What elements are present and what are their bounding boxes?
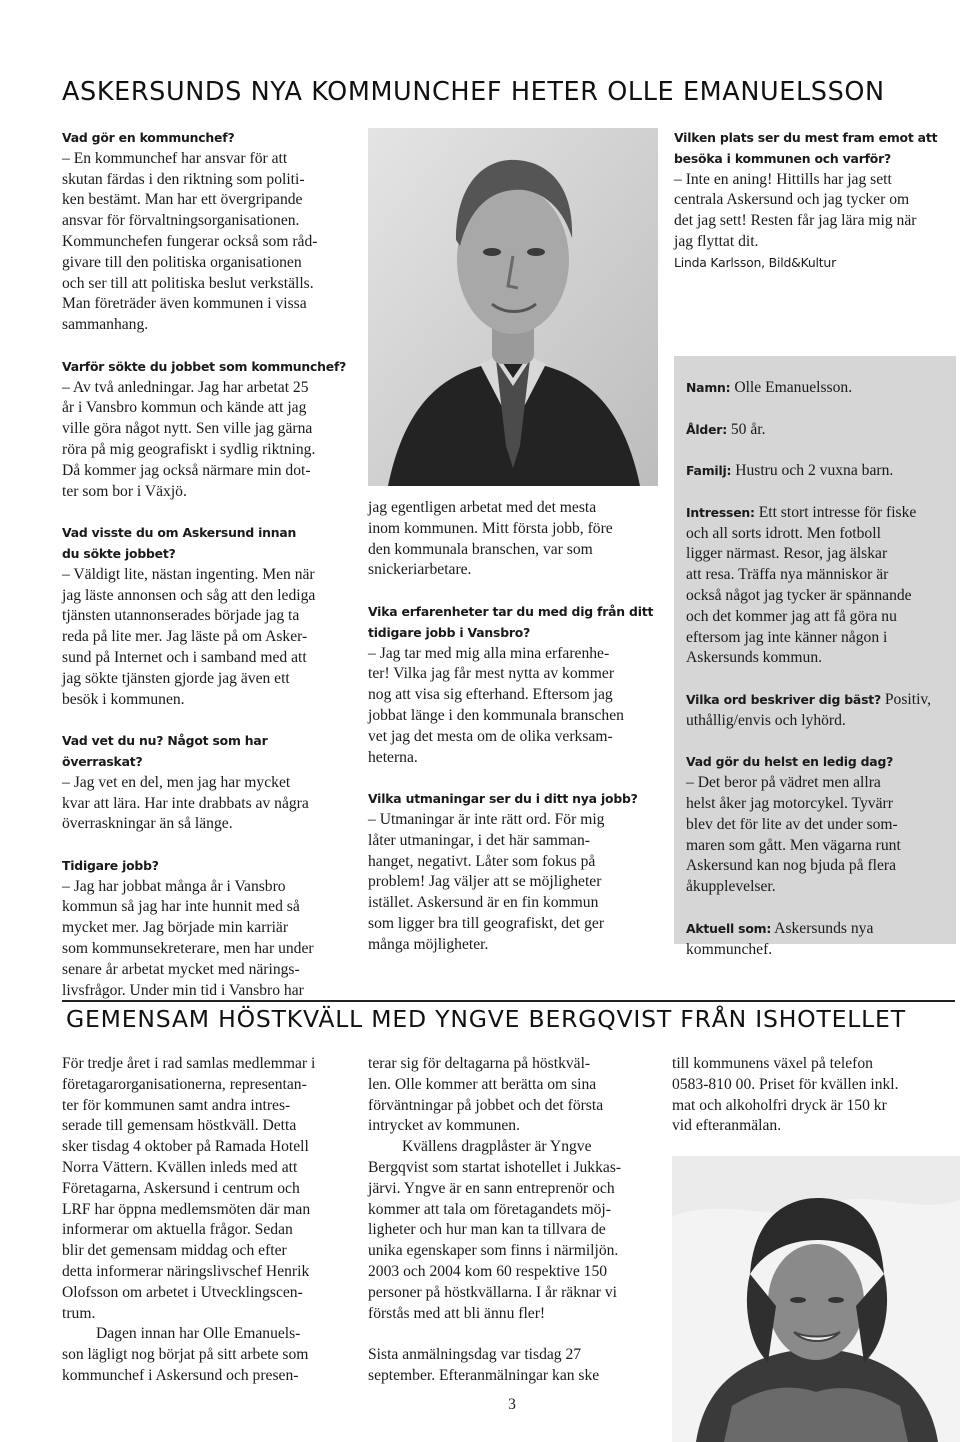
text-line: Kommunchefen fungerar också som råd- [62,232,318,250]
text-line: – Av två anledningar. Jag har arbetat 25 [62,378,309,396]
text-line: den kommunala branschen, var som [368,540,593,558]
text-line: till kommunens växel på telefon [672,1055,873,1072]
text-line: mat och alkoholfri dryck är 150 kr [672,1096,887,1114]
fact-label: Intressen: [686,504,755,520]
text-line: snickeriarbetare. [368,561,472,579]
text-line: maren som gått. Men vägarna runt [686,836,901,854]
text-line: detta informerar näringslivschef Henrik [62,1262,310,1280]
fact-label: Familj: [686,463,732,479]
text-line: ville göra något nytt. Sen ville jag gärna [62,420,313,438]
photo-credit: Linda Karlsson, Bild&Kultur [674,254,836,270]
text-line: september. Efteranmälningar kan ske [368,1366,600,1384]
yngve-photo [672,1156,960,1442]
portrait-illustration [368,128,658,486]
paragraph-gap [686,399,948,420]
interview-question: tidigare jobb i Vansbro? [368,624,531,640]
fact-label: Ålder: [686,421,727,437]
text-line: ter! Vilka jag får mest nytta av kommer [368,665,615,683]
text-line: och ser till att politiska beslut verkställs. [62,274,314,292]
paragraph-gap [62,835,350,856]
text-line: 0583-810 00. Priset för kvällen inkl. [672,1075,899,1093]
fact-value: Ett stort intresse för fiske [754,503,917,521]
paragraph-gap [368,581,658,602]
fact-line [686,461,948,482]
text-line: inom kommunen. Mitt första jobb, före [368,519,613,537]
fact-label: Vad gör du helst en ledig dag? [686,754,894,770]
paragraph-gap [686,440,948,461]
page-number: 3 [508,1396,516,1413]
fact-value: Askersunds nya [771,919,874,937]
text-line: – En kommunchef har ansvar för att [62,149,288,167]
text-line: istället. Askersund är en fin kommun [368,894,599,912]
fact-label: Aktuell som: [686,920,772,936]
text-line: låter utmaningar, i det här samman- [368,831,590,849]
text-line: det jag sett! Resten får jag lära mig när [674,212,917,230]
text-line: givare till den politiska organisationen [62,253,302,271]
text-line: kvar att lära. Har inte drabbats av några [62,794,309,812]
text-line: år i Vansbro kommun och kände att jag [62,399,307,417]
interview-question: Vilka utmaningar ser du i ditt nya jobb? [368,791,638,807]
yngve-illustration [672,1156,960,1442]
text-line: jag sökte tjänsten gjorde jag även ett [62,669,290,687]
text-line: Då kommer jag också närmare min dot- [62,461,311,479]
text-line: intrycket av kommunen. [368,1117,521,1135]
text-line: jag egentligen arbetat med det mesta [368,499,597,516]
text-line: sund på Internet och i samband med att [62,648,307,666]
text-line: kommun så jag har inte hunnit med så [62,898,300,916]
text-line: ligger närmast. Resor, jag älskar [686,545,888,563]
fact-value: 50 år. [726,420,766,438]
text-line: unika egenskaper som finns i närmiljön. [368,1242,619,1260]
interview-question: Vilken plats ser du mest fram emot att [674,130,938,145]
text-line: Askersund kan nog bjuda på flera [686,857,897,875]
text-line: hanget, negativt. Låter som fokus på [368,852,596,870]
text-line: ter för kommunen samt andra intres- [62,1096,291,1114]
article2-column-3 [672,1054,958,1137]
text-line: ligheter och hur man kan ta tillvara de [368,1221,606,1239]
interview-question: Tidigare jobb? [62,857,159,873]
text-line: att resa. Träffa nya människor är [686,566,889,584]
paragraph-gap [62,336,350,357]
text-line: företagarorganisationerna, representan- [62,1075,307,1093]
text-line: ken bestämt. Man har ett övergripande [62,191,303,209]
text-line: som ligger bra till geografiskt, det ger [368,914,605,932]
text-line: nog att visa sig efterhand. Eftersom jag [368,686,613,704]
text-line: – Utmaningar är inte rätt ord. För mig [368,810,605,828]
text-line: – Jag vet en del, men jag har mycket [62,773,291,791]
article-column-1 [62,128,350,1001]
text-line: blir det gemensam middag och efter [62,1242,287,1260]
text-line: Norra Vättern. Kvällen inleds med att [62,1158,298,1176]
paragraph-gap [62,502,350,523]
text-line: kommunchef i Askersund och presen- [62,1366,299,1384]
text-line: eftersom jag inte känner någon i [686,628,888,646]
text-line: vid efteranmälan. [672,1117,782,1135]
text-line: ansvar för förvaltningsorganisationen. [62,212,300,230]
interview-question: Vad visste du om Askersund innan [62,525,297,541]
text-line: Sista anmälningsdag var tisdag 27 [368,1346,582,1364]
fact-line [686,503,948,524]
fact-value: Olle Emanuelsson. [730,379,853,396]
text-line: – Jag tar med mig alla mina erfarenhe- [368,644,610,662]
text-line: blev det för lite av det under som- [686,815,898,833]
text-line: heterna. [368,748,418,766]
text-line: trum. [62,1304,96,1322]
paragraph-gap [686,482,948,503]
text-line: uthållig/envis och lyhörd. [686,711,846,729]
fact-line [686,752,948,773]
text-line: åkupplevelser. [686,878,776,896]
text-line: informerar om aktuella frågor. Sedan [62,1221,293,1239]
text-line: centrala Askersund och jag tycker om [674,191,910,209]
article-headline: ASKERSUNDS NYA KOMMUNCHEF HETER OLLE EMANUELSSON [62,77,885,107]
text-line: många möjligheter. [368,935,489,953]
text-line: Olofsson om arbetet i Utvecklingscen- [62,1283,303,1301]
fact-label: Vilka ord beskriver dig bäst? [686,691,881,707]
paragraph-gap [686,898,948,919]
text-line: – Jag har jobbat många år i Vansbro [62,877,286,895]
fact-value: Positiv, [880,690,932,708]
text-line: och det kommer jag att få göra nu [686,607,897,625]
text-line: – Väldigt lite, nästan ingenting. Men när [62,565,315,583]
text-line: – Det beror på vädret men allra [686,774,881,792]
interview-question: du sökte jobbet? [62,545,176,561]
text-line: som kommunsekreterare, men har under [62,940,314,958]
text-line: len. Olle kommer att berätta om sina [368,1075,597,1093]
text-line: ter som bor i Växjö. [62,482,187,500]
text-line: sammanhang. [62,316,149,334]
portrait-photo [368,128,658,486]
article2-column-1 [62,1054,352,1387]
article-headline-2: GEMENSAM HÖSTKVÄLL MED YNGVE BERGQVIST FRÅN ISHOTELLET [66,1005,906,1033]
text-line: För tredje året i rad samlas medlemmar i [62,1055,316,1072]
text-line: serade till gemensam höstkväll. Detta [62,1117,297,1135]
paragraph-gap [686,732,948,753]
text-line: sker tisdag 4 oktober på Ramada Hotell [62,1138,309,1156]
fact-line [686,378,948,399]
fact-box-text [686,378,948,960]
text-line: Man företräder även kommunen i vissa [62,295,307,313]
text-line: mycket mer. Jag började min karriär [62,919,289,937]
article-column-2 [368,498,658,956]
text-line: och all sorts idrott. Men fotboll [686,524,881,542]
interview-question: Vika erfarenheter tar du med dig från ditt [368,603,654,619]
text-line: röra på mig geografiskt i sydlig riktning. [62,440,316,458]
text-line: kommunchef. [686,940,773,958]
text-line: jag flyttat dit. [674,232,759,250]
article2-column-2 [368,1054,658,1387]
text-line: – Inte en aning! Hittills har jag sett [674,170,892,188]
fact-value: Hustru och 2 vuxna barn. [731,462,894,480]
paragraph-gap [368,768,658,789]
text-line: Bergqvist som startat ishotellet i Jukkas- [368,1158,622,1176]
fact-line [686,420,948,441]
text-line: också något jag tycker är spännande [686,586,912,604]
text-line: jag läste annonsen och såg att den lediga [62,586,316,604]
interview-question: besöka i kommunen och varför? [674,150,892,166]
interview-question: Vad vet du nu? Något som har överraskat? [62,733,268,769]
text-line: livsfrågor. Under min tid i Vansbro har [62,981,304,999]
interview-question: Vad gör en kommunchef? [62,130,235,145]
article-column-3 [674,128,958,274]
text-line: helst åker jag motorcykel. Tyvärr [686,794,893,812]
text-line: jobbat länge i den kommunala branschen [368,706,624,724]
interview-question: Varför sökte du jobbet som kommunchef? [62,358,347,374]
section-divider [62,1000,955,1002]
paragraph-gap [686,669,948,690]
text-line: skutan färdas i den riktning som politi- [62,170,305,188]
text-line: besök i kommunen. [62,690,185,708]
paragraph-gap [62,710,350,731]
paragraph-gap [368,1324,658,1345]
text-line: Dagen innan har Olle Emanuels- [96,1325,301,1343]
text-line: järvi. Yngve är en sann entreprenör och [368,1179,615,1197]
text-line: förstås med att bli ännu fler! [368,1304,546,1322]
text-line: Askersunds kommun. [686,649,823,667]
text-line: problem! Jag väljer att se möjligheter [368,873,602,891]
text-line: förväntningar på jobbet och det första [368,1096,604,1114]
text-line: kommer att tala om företagandets möj- [368,1200,611,1218]
text-line: terar sig för deltagarna på höstkväl- [368,1055,591,1072]
text-line: LRF har öppna medlemsmöten där man [62,1200,311,1218]
text-line: son lägligt nog börjat på sitt arbete som [62,1346,309,1364]
text-line: Företagarna, Askersund i centrum och [62,1179,300,1197]
text-line: reda på lite mer. Jag läste på om Asker- [62,628,308,646]
text-line: tjänsten utannonserades började jag ta [62,607,300,625]
text-line: vet jag det mesta om de olika verksam- [368,727,613,745]
fact-line [686,690,948,711]
fact-line [686,919,948,940]
text-line: 2003 och 2004 kom 60 respektive 150 [368,1262,608,1280]
text-line: överraskningar än så länge. [62,815,233,833]
fact-label: Namn: [686,380,731,395]
text-line: personer på höstkvällarna. I år räknar vi [368,1283,617,1301]
text-line: senare år arbetat mycket med närings- [62,960,300,978]
text-line: Kvällens dragplåster är Yngve [402,1138,592,1156]
